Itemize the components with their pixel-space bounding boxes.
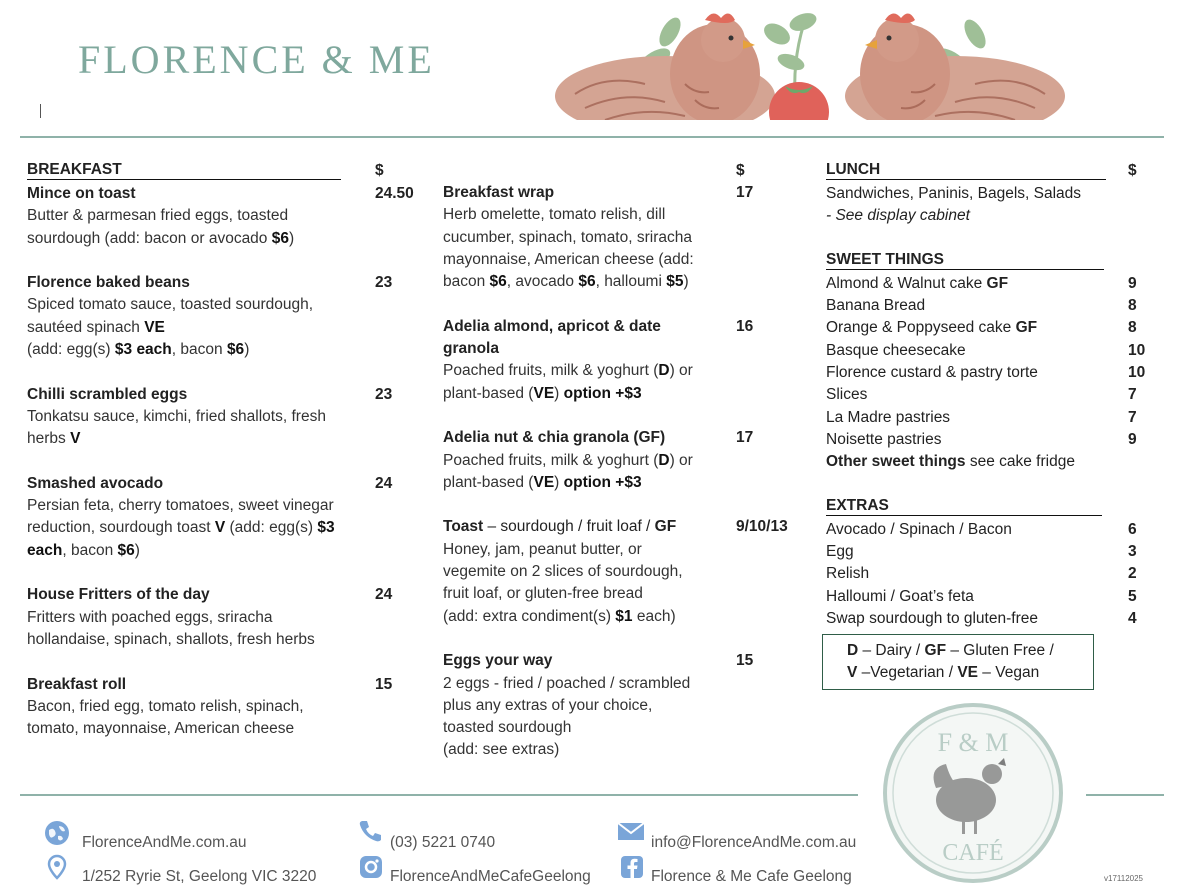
footer-divider-right bbox=[1086, 794, 1164, 796]
menu-item: Toast – sourdough / fruit loaf / GF 9/10/13 Honey, jam, peanut butter, or vegemite on 2 slices of sourdough, fruit loaf, or gluten-free bread (add: extra condiment(s) $1 each) bbox=[443, 516, 813, 627]
list-item: La Madre pastries 7 bbox=[826, 408, 1137, 426]
menu-item bbox=[27, 584, 427, 651]
list-item: Halloumi / Goat’s feta 5 bbox=[826, 587, 1137, 605]
list-item: Egg 3 bbox=[826, 543, 1137, 561]
item-price: 17 bbox=[736, 184, 754, 201]
item-price: 24.50 bbox=[375, 185, 414, 202]
item-price: 24 bbox=[375, 586, 393, 604]
list-item: Almond & Walnut cake GF 9 bbox=[826, 274, 1137, 292]
price-currency-header: $ bbox=[1128, 162, 1137, 179]
item-name: Chilli scrambled eggs bbox=[27, 385, 188, 403]
menu-item bbox=[27, 272, 427, 361]
item-description: 2 eggs - fried / poached / scrambled plus any extras of your choice, toasted sourdough (add: see extras) bbox=[443, 674, 691, 759]
item-description: Fritters with poached eggs, sriracha hollandaise, spinach, shallots, fresh herbs bbox=[27, 608, 315, 648]
price-currency-header: $ bbox=[736, 162, 745, 179]
list-item: Orange & Poppyseed cake GF 8 bbox=[826, 319, 1137, 337]
seal-top-text: F & M bbox=[937, 728, 1009, 757]
breakfast-heading: BREAKFAST bbox=[27, 160, 341, 180]
brand-title: FLORENCE & ME bbox=[78, 37, 435, 82]
list-item: Noisette pastries 9 bbox=[826, 430, 1137, 448]
footer-website[interactable]: FlorenceAndMe.com.au bbox=[82, 834, 247, 852]
lunch-sweets-column bbox=[826, 160, 1156, 630]
hens-illustration bbox=[545, 4, 1075, 120]
item-name: Breakfast wrap bbox=[443, 184, 555, 201]
dietary-legend: D – Dairy / GF – Gluten Free / V –Vegetarian / VE – Vegan bbox=[822, 634, 1094, 690]
item-description: Butter & parmesan fried eggs, toasted sourdough (add: bacon or avocado $6) bbox=[27, 207, 295, 247]
item-description: Persian feta, cherry tomatoes, sweet vinegar reduction, sourdough toast V (add: egg(s) $3 each, bacon $6) bbox=[27, 497, 335, 559]
header-divider bbox=[20, 136, 1164, 138]
footer-facebook[interactable]: Florence & Me Cafe Geelong bbox=[651, 868, 852, 886]
cafe-seal-logo bbox=[882, 702, 1064, 884]
menu-item bbox=[443, 427, 813, 494]
item-name: Adelia nut & chia granola (GF) bbox=[443, 429, 666, 447]
menu-item bbox=[27, 473, 427, 562]
item-name: Toast bbox=[443, 518, 484, 536]
item-price: 23 bbox=[375, 274, 393, 292]
price-currency-header: $ bbox=[375, 162, 384, 179]
item-description: Poached fruits, milk & yoghurt (D) or plant-based (VE) option +$3 bbox=[443, 451, 693, 491]
facebook-icon bbox=[619, 854, 645, 880]
item-description: Honey, jam, peanut butter, or vegemite on 2 slices of sourdough, fruit loaf, or gluten-free bread (add: extra condiment(s) $1 each) bbox=[443, 540, 683, 625]
item-price: 16 bbox=[736, 317, 754, 335]
instagram-icon bbox=[358, 854, 384, 880]
item-name: Smashed avocado bbox=[27, 474, 164, 492]
footer-divider-left bbox=[20, 794, 858, 796]
item-price: 23 bbox=[375, 385, 393, 403]
menu-item bbox=[443, 316, 813, 405]
item-name: Adelia almond, apricot & date bbox=[443, 317, 661, 335]
menu-item bbox=[27, 674, 427, 741]
breakfast-column-2 bbox=[443, 160, 813, 784]
item-price: 17 bbox=[736, 429, 754, 447]
item-description: Herb omelette, tomato relish, dill cucumber, spinach, tomato, sriracha mayonnaise, American cheese (add: bacon $6, avocado $6, halloumi $5) bbox=[443, 206, 694, 291]
item-name: Florence baked beans bbox=[27, 274, 190, 292]
item-name: Mince on toast bbox=[27, 185, 136, 202]
list-item: Basque cheesecake 10 bbox=[826, 341, 1146, 359]
menu-item bbox=[443, 182, 813, 293]
item-name: House Fritters of the day bbox=[27, 586, 210, 604]
seal-bottom-text: CAFÉ bbox=[942, 840, 1004, 866]
item-name: Eggs your way bbox=[443, 652, 553, 670]
list-item: Avocado / Spinach / Bacon 6 bbox=[826, 520, 1137, 538]
globe-icon bbox=[44, 820, 70, 846]
breakfast-column bbox=[27, 160, 427, 763]
item-price: 24 bbox=[375, 474, 393, 492]
item-price: 15 bbox=[375, 675, 393, 693]
item-description: Spiced tomato sauce, toasted sourdough, sautéed spinach VE (add: egg(s) $3 each, bacon $6) bbox=[27, 296, 314, 359]
list-item: Slices 7 bbox=[826, 386, 1137, 404]
item-description: Bacon, fried egg, tomato relish, spinach, tomato, mayonnaise, American cheese bbox=[27, 697, 304, 738]
list-item: Florence custard & pastry torte 10 bbox=[826, 364, 1146, 382]
item-price: 9/10/13 bbox=[736, 518, 788, 536]
version-code: v17112025 bbox=[1104, 874, 1143, 883]
item-name: Breakfast roll bbox=[27, 675, 127, 693]
item-description: Poached fruits, milk & yoghurt (D) or plant-based (VE) option +$3 bbox=[443, 362, 693, 402]
list-item: Relish 2 bbox=[826, 565, 1137, 583]
phone-icon bbox=[356, 818, 382, 844]
item-name-cont: granola bbox=[443, 340, 499, 358]
footer-email[interactable]: info@FlorenceAndMe.com.au bbox=[651, 834, 856, 852]
email-icon bbox=[617, 818, 645, 844]
footer-address[interactable]: 1/252 Ryrie St, Geelong VIC 3220 bbox=[82, 868, 316, 886]
lunch-line: Sandwiches, Paninis, Bagels, Salads bbox=[826, 185, 1082, 202]
item-description: Tonkatsu sauce, kimchi, fried shallots, fresh herbs V bbox=[27, 407, 326, 448]
list-item: Other sweet things see cake fridge bbox=[826, 453, 1075, 471]
footer-instagram[interactable]: FlorenceAndMeCafeGeelong bbox=[390, 868, 591, 886]
extras-heading: EXTRAS bbox=[826, 496, 1102, 516]
lunch-heading: LUNCH bbox=[826, 160, 1106, 180]
text-cursor bbox=[40, 104, 41, 118]
lunch-note: - See display cabinet bbox=[826, 207, 970, 225]
item-price: 15 bbox=[736, 652, 754, 670]
sweet-things-heading: SWEET THINGS bbox=[826, 250, 1104, 270]
menu-item bbox=[27, 183, 427, 250]
list-item: Swap sourdough to gluten-free 4 bbox=[826, 610, 1137, 628]
location-pin-icon bbox=[44, 854, 70, 880]
menu-item bbox=[27, 384, 427, 451]
footer-phone[interactable]: (03) 5221 0740 bbox=[390, 834, 495, 852]
list-item: Banana Bread 8 bbox=[826, 297, 1137, 315]
menu-item bbox=[443, 650, 813, 761]
